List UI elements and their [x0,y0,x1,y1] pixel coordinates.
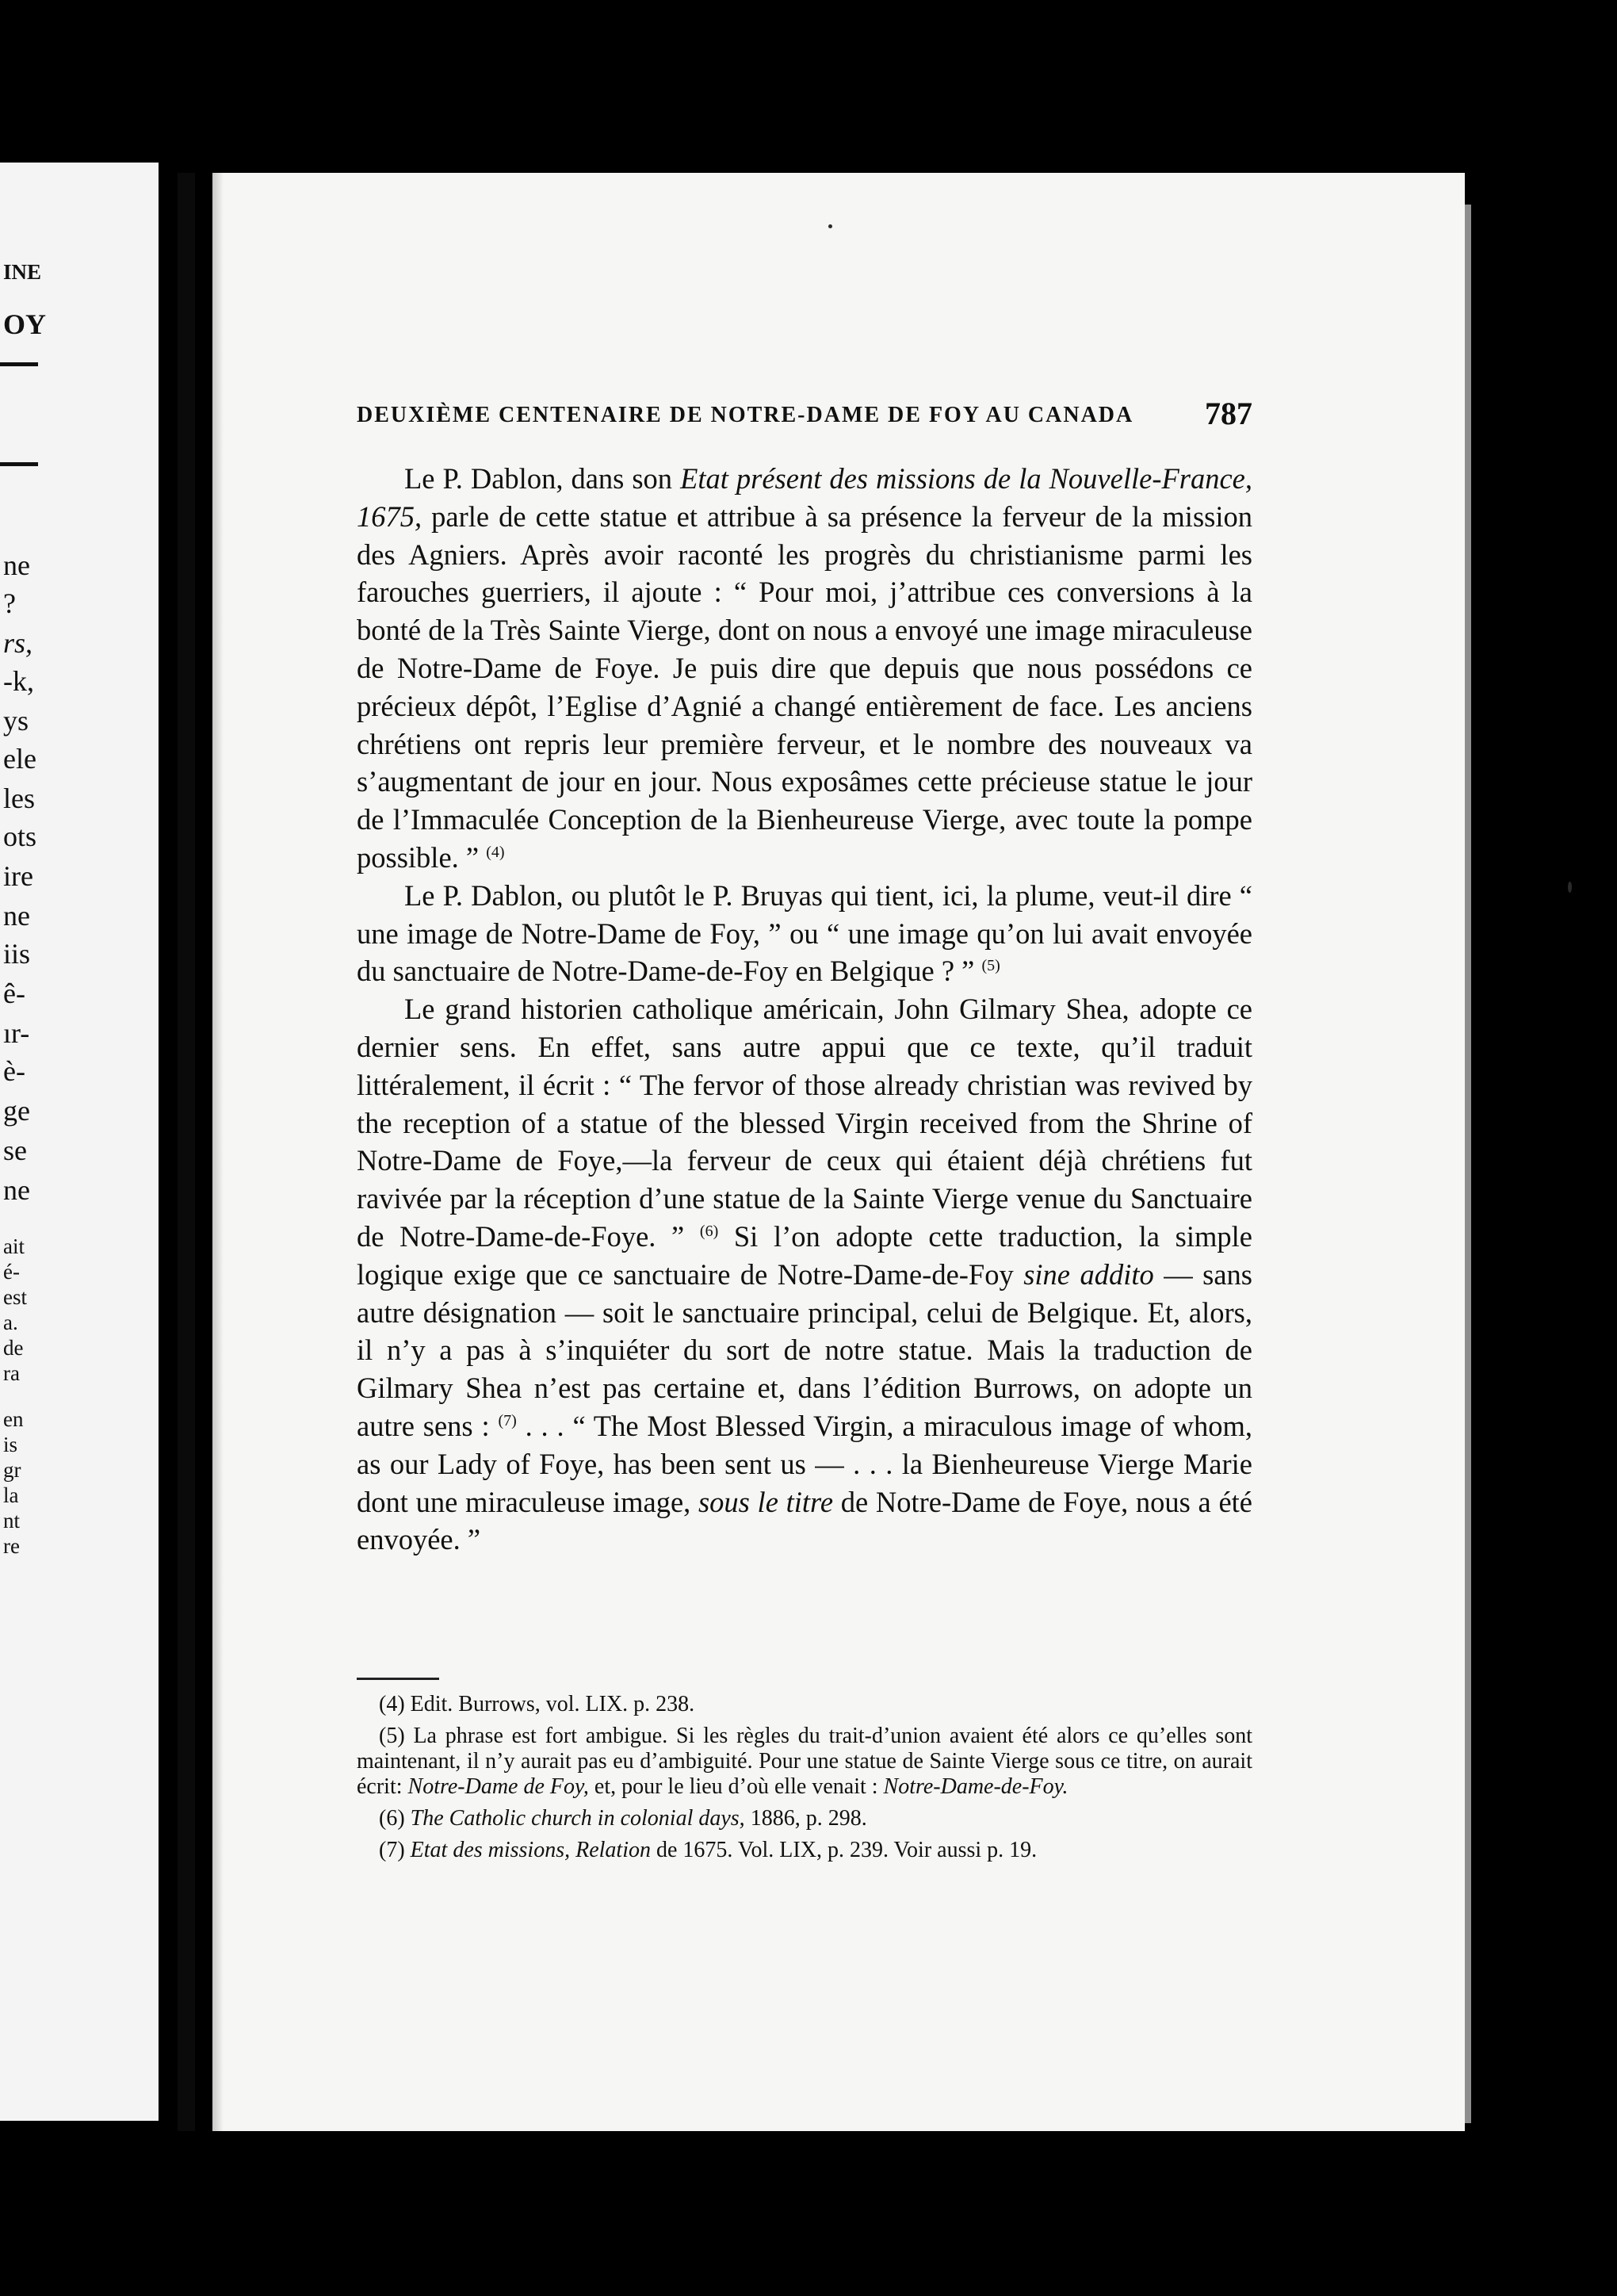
text-run: — sans autre désignation — soit le sanctuaire principal, celui de Belgique. Et, alors, il n’y a pas à s’inquiéter du sort de notre statue. Mais la traduction de Gilmary Shea n’est pas certaine et, dans l’édition Burrows, on adopte un autre sens : [357,1257,1253,1442]
left-page-text-fragment: iis [3,938,31,970]
footnote-reference: (5) [981,957,1000,975]
italic-text: Notre-Dame de Foy, [407,1774,589,1799]
left-page-rule [0,362,38,366]
footnote [357,1806,1252,1831]
left-page-text-fragment: les [3,783,35,814]
left-page-rule [0,462,38,466]
text-run: (7) [379,1838,411,1862]
footnote [357,1838,1252,1863]
left-page-text-fragment: nt [3,1509,21,1533]
dust-speck [828,224,832,228]
left-page-text-fragment: é- [3,1260,20,1284]
italic-text: sous le titre [698,1485,834,1518]
left-page-text-fragment: ire [3,860,33,892]
body-text [357,460,1252,1559]
footnote-reference: (7) [498,1411,517,1429]
italic-text: Etat des missions, Relation [410,1838,651,1862]
left-page-text-fragment: ots [3,821,37,852]
left-page-text-fragment: rs, [3,627,33,659]
left-page-text-fragment: ra [3,1361,20,1385]
text-run: parle de cette statue et attribue à sa présence la ferveur de la mission des Agniers. Après avoir raconté les progrès du christianisme parmi les farouches guerriers, il ajoute : “ Pour moi, j’attribue ces conversions à la bonté de la Très Sainte Vierge, dont on nous a envoyé une image miraculeuse de Notre-Dame de Foye. Je puis dire que depuis que nous possédons ce précieux dépôt, l’Eglise d’Agnié a changé entièrement de face. Les anciens chrétiens ont repris leur première ferveur, et le nombre des nouveaux va s’augmentant de jour en jour. Nous exposâmes cette précieuse statue le jour de l’Immaculée Conception de la Bienheureuse Vierge, avec toute la pompe possible. ” [357,499,1252,874]
footnote [357,1692,1252,1717]
italic-text: Notre-Dame-de-Foy. [883,1774,1068,1799]
text-run: de Notre-Dame de Foye, nous a été envoyée. ” [357,1485,1252,1556]
paragraph [357,460,1252,877]
page-fold-shadow [212,173,224,2131]
left-page-text-fragment: ır- [3,1017,30,1049]
left-page-text-fragment: ne [3,900,30,932]
left-page-text-fragment: ys [3,705,29,737]
text-run: Le P. Dablon, ou plutôt le P. Bruyas qui tient, ici, la plume, veut-il dire “ une image de Notre-Dame de Foy, ” ou “ une image qu’on lui avait envoyée du sanctuaire de Notre-Dame-de-Foy en Belgique ? ” [357,878,1252,988]
left-page-text-fragment: è- [3,1055,25,1087]
text-run: (4) Edit. Burrows, vol. LIX. p. 238. [379,1692,695,1716]
italic-text: Etat présent des missions de la Nouvelle-France, 1675, [357,462,1252,533]
page-right-edge [1465,205,1471,2123]
text-run: Le grand historien catholique américain, John Gilmary Shea, adopte ce dernier sens. En effet, sans autre appui que ce texte, qu’il traduit littéralement, il écrit : “ The fervor of those already christian was revived by the reception of a statue of the blessed Virgin received from the Shrine of Notre-Dame de Foye,—la ferveur de ceux qui étaient déjà chrétiens fut ravivée par la réception d’une statue de la Sainte Vierge venue du Sanctuaire de Notre-Dame-de-Foye. ” [357,993,1252,1253]
page-header [357,395,1252,442]
left-page-text-fragment: is [3,1433,18,1456]
footnotes [357,1692,1252,1869]
text-run: de 1675. Vol. LIX, p. 239. Voir aussi p. 19. [650,1838,1038,1862]
left-page-text-fragment: -k, [3,665,34,697]
left-page-text-fragment: se [3,1135,27,1166]
left-page-text-fragment: est [3,1285,27,1309]
italic-text: The Catholic church in colonial days, [410,1806,745,1831]
text-run: (5) La phrase est fort ambigue. Si les règles du trait-d’union avaient été alors ce qu’elles sont maintenant, il n’y aurait pas eu d’ambiguité. Pour une statue de Sainte Vierge sous ce titre, on aurait écrit: [357,1724,1252,1799]
left-page-text-fragment: ait [3,1234,25,1258]
left-page-text-fragment: la [3,1483,19,1507]
left-page-text-fragment: ele [3,743,36,775]
left-page-text-fragment: en [3,1407,24,1431]
left-page-text-fragment: ê- [3,978,25,1009]
footnote-separator [357,1678,439,1680]
left-page-text-fragment: ne [3,549,30,581]
paragraph [357,877,1252,990]
text-run: 1886, p. 298. [744,1806,867,1831]
page-number: 787 [1205,396,1252,431]
italic-text: sine addito [1023,1257,1154,1291]
left-page-text-fragment: INE [3,260,42,284]
left-page-text-fragment: de [3,1336,24,1360]
book-spine [178,173,195,2131]
text-run: . . . “ The Most Blessed Virgin, a miraculous image of whom, as our Lady of Foye, has been sent us — . . . la Bienheureuse Vierge Marie dont une miraculeuse image, [357,1409,1253,1518]
footnote [357,1724,1252,1800]
text-run: Si l’on adopte cette traduction, la simple logique exige que ce sanctuaire de Notre-Dame-de-Foy [357,1219,1252,1291]
footnote-reference: (4) [486,843,505,861]
left-page-text-fragment: re [3,1534,20,1558]
left-page-text-fragment: gr [3,1458,21,1482]
paragraph [357,990,1252,1559]
left-page-text-fragment: OY [3,308,46,340]
left-page-text-fragment: ne [3,1174,30,1206]
left-page-text-fragment: ge [3,1095,30,1127]
running-title: DEUXIÈME CENTENAIRE DE NOTRE-DAME DE FOY AU CANADA [357,403,1134,427]
text-run: (6) [379,1806,411,1831]
dust-speck [1568,882,1572,893]
text-run: Le P. Dablon, dans son [404,462,681,495]
left-page-text-fragment: ? [3,587,16,619]
text-run: et, pour le lieu d’où elle venait : [588,1774,884,1799]
adjacent-page-edge [0,163,159,2121]
footnote-reference: (6) [699,1222,719,1240]
left-page-text-fragment: a. [3,1311,18,1334]
